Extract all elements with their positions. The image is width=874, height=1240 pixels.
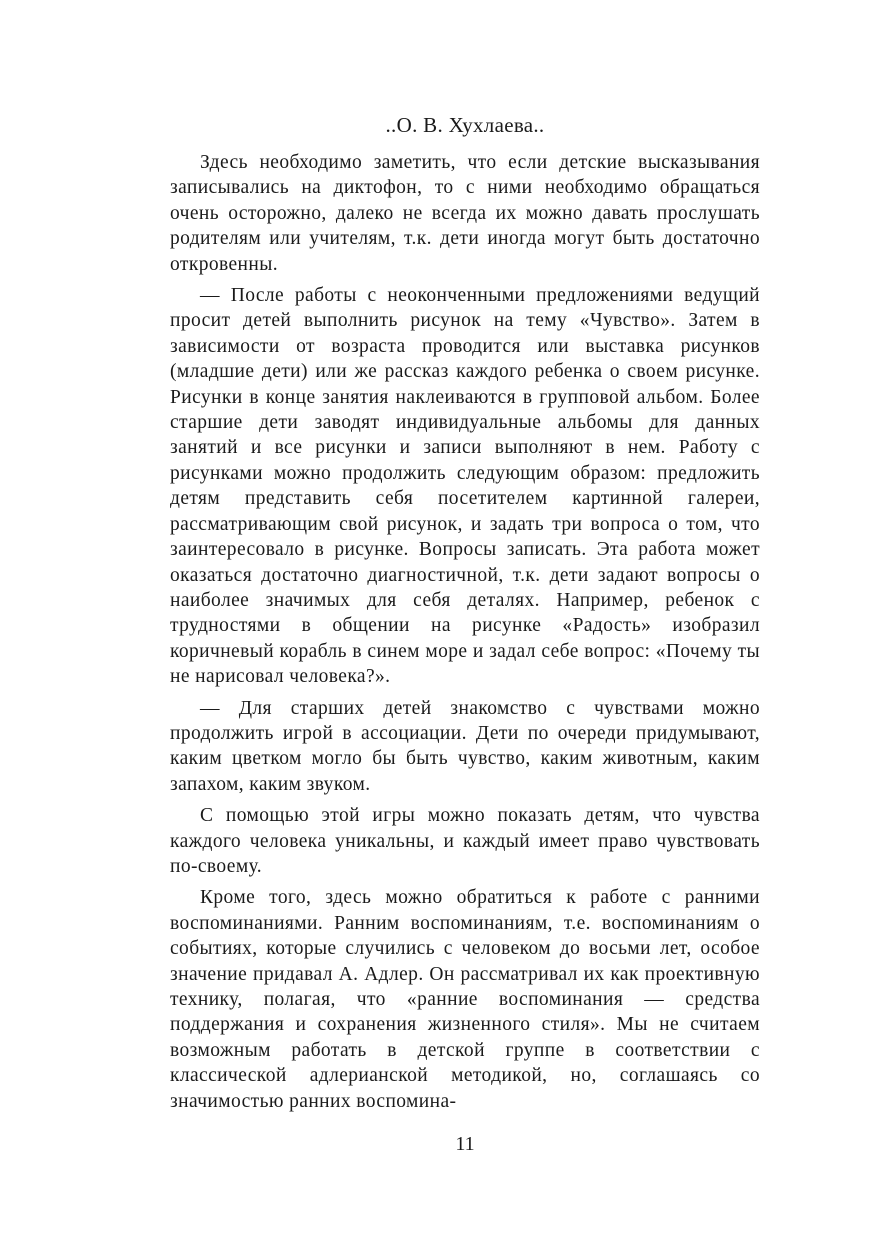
paragraph: Кроме того, здесь можно обратиться к работе с ранними воспоминаниями. Ранним воспоминаниям, т.е. воспоминаниям о событиях, которые случились с человеком до восьми лет, особое значение придавал А. Адлер. Он рассматривал их как проективную технику, полагая, что «ранние воспоминания — средства поддержания и сохранения жизненного стиля». Мы не считаем возможным работать в детской группе в соответствии с классической адлерианской методикой, но, соглашаясь со значимостью ранних воспомина- bbox=[170, 887, 760, 1112]
paragraph: — Для старших детей знакомство с чувствами можно продолжить игрой в ассоциации. Дети по очереди придумывают, каким цветком могло бы быть чувство, каким животным, каким запахом, каким звуком. bbox=[170, 697, 760, 795]
paragraph: С помощью этой игры можно показать детям, что чувства каждого человека уникальны, и каждый имеет право чувствовать по-своему. bbox=[170, 805, 760, 877]
document-page bbox=[170, 0, 760, 1240]
body-text bbox=[170, 150, 760, 1120]
paragraph: Здесь необходимо заметить, что если детские высказывания записывались на диктофон, то с ними необходимо обращаться очень осторожно, далеко не всегда их можно давать прослушать родителям или учителям, т.к. дети иногда могут быть достаточно откровенны. bbox=[170, 152, 760, 275]
page-number: 11 bbox=[455, 1133, 475, 1155]
running-header: ..О. В. Хухлаева.. bbox=[385, 113, 545, 137]
paragraph: — После работы с неоконченными предложениями ведущий просит детей выполнить рисунок на тему «Чувство». Затем в зависимости от возраста проводится или выставка рисунков (младшие дети) или же рассказ каждого ребенка о своем рисунке. Рисунки в конце занятия наклеиваются в групповой альбом. Более старшие дети заводят индивидуальные альбомы для данных занятий и все рисунки и записи выполняют в нем. Работу с рисунками можно продолжить следующим образом: предложить детям представить себя посетителем картинной галереи, рассматривающим свой рисунок, и задать три вопроса о том, что заинтересовало в рисунке. Вопросы записать. Эта работа может оказаться достаточно диагностичной, т.к. дети задают вопросы о наиболее значимых для себя деталях. Например, ребенок с трудностями в общении на рисунке «Радость» изобразил коричневый корабль в синем море и задал себе вопрос: «Почему ты не нарисовал человека?». bbox=[170, 285, 760, 688]
